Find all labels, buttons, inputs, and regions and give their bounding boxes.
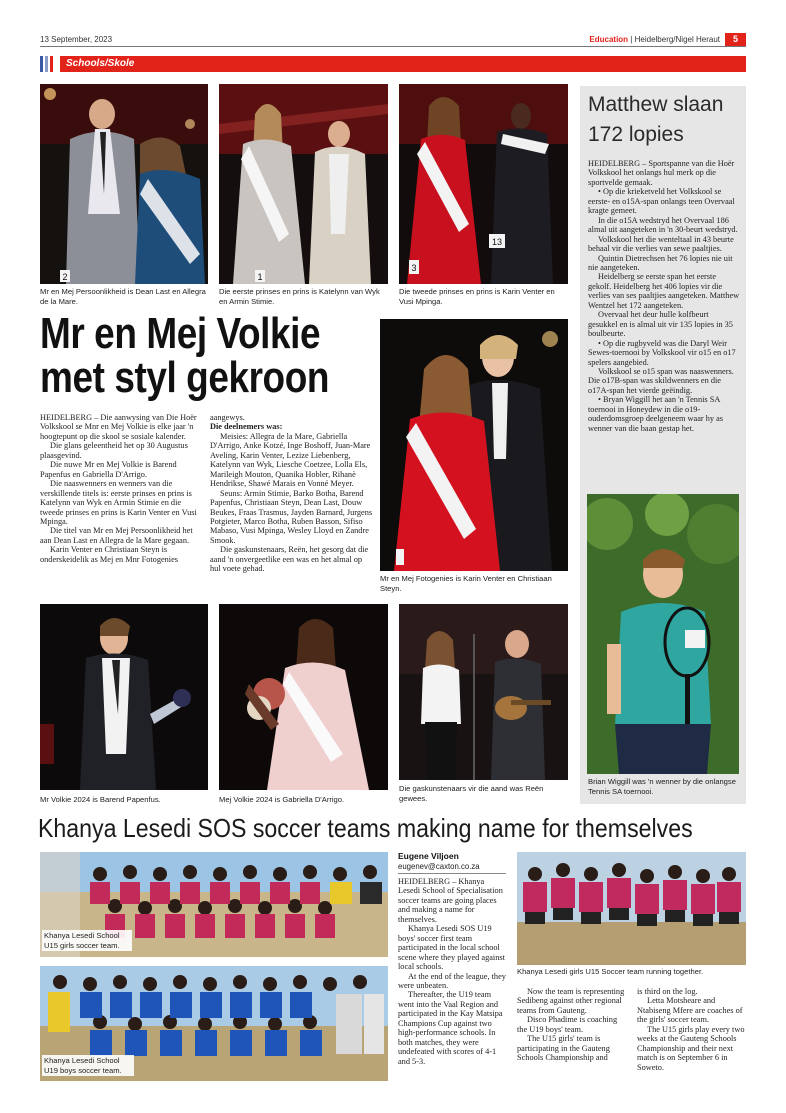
byline-name: Eugene Viljoen xyxy=(398,851,459,861)
caption-fotogenies: Mr en Mej Fotogenies is Karin Venter en Christiaan Steyn. xyxy=(380,574,552,593)
volkie-column-2 xyxy=(210,413,373,574)
section-ticks xyxy=(40,56,58,72)
sash-number: 3 xyxy=(411,263,417,273)
soccer-column-3 xyxy=(637,987,745,1072)
soccer-paragraph: HEIDELBERG – Khanya Lesedi School of Specialisation soccer teams are going places and making a name for themselves. xyxy=(398,877,503,924)
soccer-paragraph: At the end of the league, they were unbeaten. xyxy=(398,971,506,990)
volkie-paragraph: Karin Venter en Christiaan Steyn is onderskeidelik as Mej en Mnr Fotogenies xyxy=(40,545,179,564)
header-rule xyxy=(40,46,746,47)
volkie-paragraph: aangewys. xyxy=(210,413,245,422)
sash-number: 1 xyxy=(257,272,263,282)
caption-tennis-winner: Brian Wiggill was 'n wenner by die onlangse Tennis SA toernooi. xyxy=(588,777,736,796)
photo-mej-volkie xyxy=(219,604,388,790)
byline-email[interactable]: eugenev@caxton.co.za xyxy=(398,862,480,871)
publication-name: Heidelberg/Nigel Heraut xyxy=(634,35,720,44)
photo-u15-girls-running xyxy=(517,852,746,965)
soccer-paragraph: Disco Phadime is coaching the U19 boys' team. xyxy=(517,1015,618,1034)
soccer-paragraph: The U15 girls play every two weeks at the Gauteng Schools Championship and their next match is on September 6 in Soweto. xyxy=(637,1024,745,1072)
photo-eerste-prinses-prins xyxy=(219,84,388,284)
running-head xyxy=(540,35,720,44)
soccer-paragraph: Letta Motsheare and Ntabiseng Mfere are coaches of the girls' soccer team. xyxy=(637,996,743,1025)
byline-rule xyxy=(398,873,506,874)
sidebar-headline-line-2: 172 lopies xyxy=(588,123,684,146)
sidebar-paragraph: • Op die rugbyveld was die Daryl Weir Sewes-toernooi by Volkskool vir o15 en o17 spelers aangebied. xyxy=(588,338,736,367)
caption-u19-boys-team: Khanya Lesedi School U19 boys soccer team. xyxy=(42,1055,134,1076)
issue-date: 13 September, 2023 xyxy=(40,35,113,44)
caption-gaskunstenaars: Die gaskunstenaars vir die aand was Reën gewees. xyxy=(399,784,544,803)
volkie-paragraph: Meisies: Allegra de la Mare, Gabriella D'Arrigo, Anke Kotzé, Inge Boshoff, Juan-Mare Aveling, Karin Venter, Lezize Liebenberg, Katelynn van Wyk, Liesche Coetzee, Lolla Els, Marileigh Mouton, Quanika Hobler, Rihanè Hendrikse, Shawé Marais en Vonné Meyer. xyxy=(210,431,371,489)
photo-gaskunstenaars xyxy=(399,604,568,780)
photo-fotogenies xyxy=(380,319,568,571)
sidebar-paragraph: Quintin Dietrechsen het 76 lopies nie uit nie aangeteken. xyxy=(588,253,733,272)
sidebar-paragraph: In die o15A wedstryd het Overvaal 186 almal uit aangeteken in 'n 30-beurt wedstryd. xyxy=(588,215,738,235)
soccer-paragraph: Now the team is representing Sedibeng against other regional teams from Gauteng. xyxy=(517,987,625,1015)
soccer-paragraph: is third on the log. xyxy=(637,987,698,996)
soccer-paragraph: The U15 girls' team is participating in the Gauteng Schools Championship and xyxy=(517,1034,610,1063)
caption-u15-girls-team: Khanya Lesedi School U15 girls soccer team. xyxy=(42,930,132,951)
soccer-column-1 xyxy=(398,877,506,1066)
section-name: Education xyxy=(589,35,629,44)
headline-line-1: Mr en Mej Volkie xyxy=(40,309,321,358)
volkie-paragraph: Die titel van Mr en Mej Persoonlikheid het aan Dean Last en Allegra de la Mare gegaan. xyxy=(40,526,193,545)
running-head-separator: | xyxy=(630,35,633,44)
volkie-column-1 xyxy=(40,413,202,564)
soccer-headline: Khanya Lesedi SOS soccer teams making name for themselves xyxy=(38,813,693,843)
section-bar xyxy=(60,56,746,72)
participants-subhead: Die deelnemers was: xyxy=(210,422,283,432)
sidebar-headline-line-1: Matthew slaan xyxy=(588,93,724,116)
caption-u15-girls-running: Khanya Lesedi girls U15 Soccer team running together. xyxy=(517,967,704,976)
volkie-paragraph: Die nuwe Mr en Mej Volkie is Barend Papenfus en Gabriella D'Arrigo. xyxy=(40,460,177,479)
photo-mr-volkie xyxy=(40,604,208,790)
sash-number: 13 xyxy=(491,237,503,247)
sidebar-paragraph: Overvaal het deur hulle kolfbeurt gesukkel en is almal uit vir 135 lopies in 35 boulbeurte. xyxy=(588,310,733,339)
caption-mr-volkie: Mr Volkie 2024 is Barend Papenfus. xyxy=(40,795,161,804)
sidebar-headline xyxy=(588,90,743,150)
volkie-paragraph: Die naaswenners en wenners van die verskillende titels is: eerste prinses en prins is Katelynn van Wyk en Armin Stimie en die tweede prinses en prins is Karin Venter en Vusi Mpinga. xyxy=(40,479,197,526)
section-bar-label: Schools/Skole xyxy=(66,58,135,69)
sidebar-paragraph: • Bryan Wiggill het aan 'n Tennis SA toernooi in Honeydew in die o19-ouderdomsgroep deelgeneem waar hy as wenner van die baan gestap het. xyxy=(588,395,724,433)
volkie-paragraph: Die gaskunstenaars, Reën, het gesorg dat die aand 'n onvergeetlike een was en het almal op hul voete gehad. xyxy=(210,545,369,574)
soccer-column-2 xyxy=(517,987,625,1063)
caption-tweede: Die tweede prinses en prins is Karin Venter en Vusi Mpinga. xyxy=(399,287,555,306)
volkie-paragraph: HEIDELBERG – Die aanwysing van Die Hoër Volkskool se Mnr en Mej Volkie is elke jaar 'n hoogtepunt op die skool se sosiale kalender. xyxy=(40,413,197,441)
sash-number: 2 xyxy=(62,272,68,282)
sidebar-paragraph: Volkskool se o15 span was naaswenners. Die o17B-span was skildwenners en die o17A-span het vierde geëindig. xyxy=(588,366,734,395)
photo-tennis-winner xyxy=(587,494,739,774)
sidebar-story-body xyxy=(588,159,740,433)
sidebar-paragraph: Volkskool het die wenteltaal in 43 beurte behaal vir die verlies van sewe paaltjies. xyxy=(588,234,734,254)
caption-eerste: Die eerste prinses en prins is Katelynn van Wyk en Armin Stimie. xyxy=(219,287,380,306)
page-number: 5 xyxy=(725,33,746,46)
photo-tweede-prinses-prins xyxy=(399,84,568,284)
volkie-headline xyxy=(40,309,376,402)
sidebar-paragraph: • Op die krieketveld het Volkskool se eerste- en o15A-span onlangs teen Overvaal kragte gemeet. xyxy=(588,187,735,216)
soccer-paragraph: Thereafter, the U19 team went into the Vaal Region and participated in the Kay Matsipa Champions Cup against two high-performance schools. In both matches, they were undefeated with scores of 4-1 and 5-3. xyxy=(398,990,503,1066)
caption-mej-volkie: Mej Volkie 2024 is Gabriella D'Arrigo. xyxy=(219,795,345,804)
soccer-paragraph: Khanya Lesedi SOS U19 boys' soccer first team participated in the local school scene where they played against local schools. xyxy=(398,924,505,972)
caption-persoonlikheid: Mr en Mej Persoonlikheid is Dean Last en Allegra de la Mare. xyxy=(40,287,206,306)
sidebar-paragraph: Heidelberg se eerste span het eerste gekolf. Heidelberg het 406 lopies vir die verlies van ses paaltjies aangeteken. Matthew Wentzel het 172 aangeteken. xyxy=(588,272,740,310)
photo-persoonlikheid xyxy=(40,84,208,284)
sidebar-paragraph: HEIDELBERG – Sportspanne van die Hoër Volkskool het onlangs hul merk op die sportvelde gemaak. xyxy=(588,159,735,187)
volkie-paragraph: Die glans geleentheid het op 30 Augustus plaasgevind. xyxy=(40,441,188,460)
headline-line-2: met styl gekroon xyxy=(40,353,330,402)
volkie-paragraph: Seuns: Armin Stimie, Barko Botha, Barend Papenfus, Christiaan Steyn, Dean Last, Douw Beukes, Fraas Trasmus, Jayden Barnard, Jurgens Potgieter, Marco Botha, Ruben Basson, Sifiso Mabaso, Vusi Mpinga, Wesley Lloyd en Zandre Smook. xyxy=(210,488,373,545)
